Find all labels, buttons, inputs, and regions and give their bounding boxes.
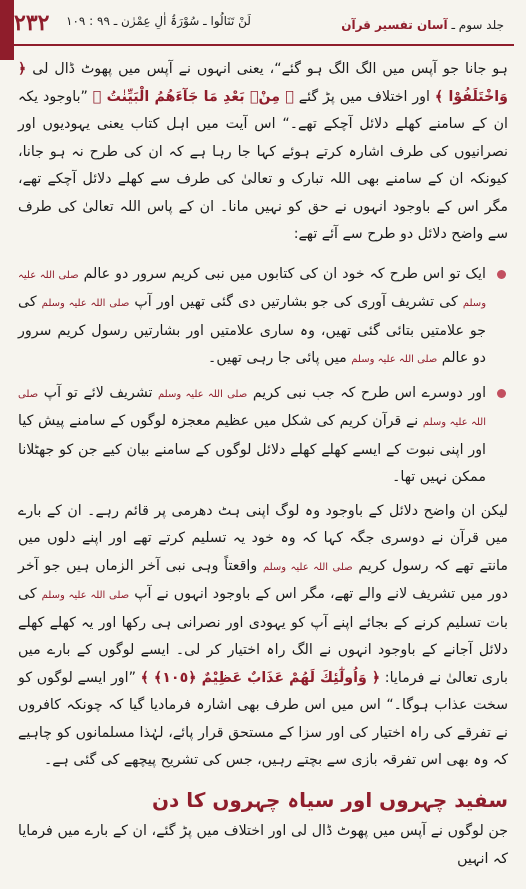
p2-text-2: واقعتاً وہی نبی آخر الزماں ہیں جو آخر دور میں تشریف لانے والے تھے، مگر اس کے باوجود انہوں نے آپ <box>18 557 508 602</box>
paragraph-1 <box>18 56 508 249</box>
p2-text-1: لیکن ان واضح دلائل کے باوجود وہ لوگ اپنی ہٹ دھرمی پر قائم رہے۔ ان کے بارے میں قرآن نے دوسری جگہ کہا کہ وہ خود یہ تسلیم کرتے تھے اور اپنے دلوں میں مانتے تھے کہ رسول کریم <box>18 502 508 574</box>
salutation-mark: صلی اللہ علیہ وسلم <box>41 590 130 601</box>
p1-quran-2: ﴿ مِنْۢ بَعْدِ مَا جَآءَهُمُ الْبَيِّنٰتُ ﴾ <box>92 88 294 105</box>
bullet-dot-icon <box>497 389 506 398</box>
salutation-mark: صلی اللہ علیہ وسلم <box>262 561 353 573</box>
b1-text-2: کی تشریف آوری کی جو بشارتیں دی گئی تھیں اور آپ <box>134 294 458 310</box>
paragraph-2 <box>18 498 508 775</box>
p2-quran-1: ﴿ وَاُولٰٓئِكَ لَهُمْ عَذَابٌ عَظِيْمٌ ﴿١٠٥﴾ ﴾ <box>140 669 381 686</box>
p1-text-2: اور اختلاف میں پڑ گئے <box>298 88 430 105</box>
page-number: ۲۳۲ <box>14 10 50 36</box>
b1-text-4: میں پائی جا رہی تھیں۔ <box>208 350 347 366</box>
b1-text-3: کی جو علامتیں بتائی گئی تھیں، وہ ساری علامتیں اور بشارتیں رسول کریم سرور دو عالم <box>18 294 486 366</box>
p2-text-4: ”اور ایسے لوگوں کو سخت عذاب ہوگا۔“ اس میں اس طرف بھی اشارہ فرمادیا گیا کہ چونکہ کافروں نے تفرقے کی راہ اختیار کی اور سزا کے مستحق قرار پائے، لہٰذا مسلمانوں کو چاہیے کہ وہ بھی اس تفرقہ بازی سے بچتے رہیں، جس کی تشریح پیچھے کی گئی ہے۔ <box>18 669 508 768</box>
p3-text-1: جن لوگوں نے آپس میں پھوٹ ڈال لی اور اختلاف میں پڑ گئے، ان کے بارے میں فرمایا کہ انہیں <box>18 823 508 867</box>
corner-ornament <box>0 0 14 60</box>
volume-label: جلد سوم ـ <box>451 18 504 32</box>
salutation-mark: صلی اللہ علیہ وسلم <box>41 298 130 309</box>
bullet-item-2 <box>18 380 508 492</box>
section-heading: سفید چہروں اور سیاہ چہروں کا دن <box>151 787 508 812</box>
bullet-item-1 <box>18 261 508 374</box>
salutation-mark: صلی اللہ علیہ وسلم <box>351 354 438 365</box>
p2-text-3: کی بات تسلیم کرنے کے بجائے اپنے آپ کو یہودی اور نصرانی ہی رکھا اور یہ کھلے کھلے دلائل آجانے کے باوجود انہوں نے الگ راہ اختیار کر لی۔ ایسے لوگوں کے بارے میں باری تعالیٰ نے فرمایا: <box>18 586 508 686</box>
b2-text-2: تشریف لائے تو آپ <box>43 384 153 401</box>
tafsir-title: آسان تفسیر قرآن <box>341 18 448 32</box>
bullet-list <box>18 261 508 492</box>
running-title: لَنْ تَنَالُوا ـ سُوْرَۃُ اٰلِ عِمْرٰن ـ ۹۹ : ۱۰۹ <box>66 14 251 28</box>
p1-text-3: ”باوجود یکہ ان کے سامنے کھلے دلائل آچکے تھے۔“ اس آیت میں اہل کتاب یعنی یہودیوں اور نصرانیوں کی طرف اشارہ کرتے ہوئے کہا جا رہا ہے کہ ان کی طرح نہ ہو جانا، کیونکہ ان کے سامنے بھی اللہ تبارک و تعالیٰ کی طرف سے کھلے دلائل آچکے تھے، مگر اس کے باوجود انہوں نے حق کو نہیں مانا۔ ان کے پاس اللہ تعالیٰ کی طرف سے واضح دلائل دو طرح سے آئے تھے: <box>18 88 508 242</box>
salutation-mark: صلی اللہ علیہ وسلم <box>158 388 248 400</box>
volume-title <box>341 18 504 32</box>
p1-text-1: ہو جانا جو آپس میں الگ الگ ہو گئے“، یعنی انہوں نے آپس میں پھوٹ ڈال لی <box>32 61 508 77</box>
bullet-dot-icon <box>497 270 506 279</box>
b1-text-1: ایک تو اس طرح کہ خود ان کی کتابوں میں نبی کریم سرور دو عالم <box>83 265 486 282</box>
paragraph-3 <box>18 818 508 873</box>
salutation-mark: صلی اللہ علیہ وسلم <box>18 388 486 428</box>
salutation-mark: صلی اللہ علیہ وسلم <box>18 269 487 309</box>
header-rule <box>12 44 514 46</box>
b2-text-1: اور دوسرے اس طرح کہ جب نبی کریم <box>252 384 487 401</box>
p1-quran-1: ﴿ وَاخْتَلَفُوْا ﴾ <box>18 61 508 105</box>
page-header <box>0 0 526 48</box>
page-body <box>18 56 508 873</box>
b2-text-3: نے قرآن کریم کی شکل میں عظیم معجزہ لوگوں کے سامنے پیش کیا اور اپنی نبوت کے ایسے کھلے کھلے دلائل لوگوں کے سامنے بیان کیے جن کو جھٹلانا ممکن نہیں تھا۔ <box>18 413 486 485</box>
